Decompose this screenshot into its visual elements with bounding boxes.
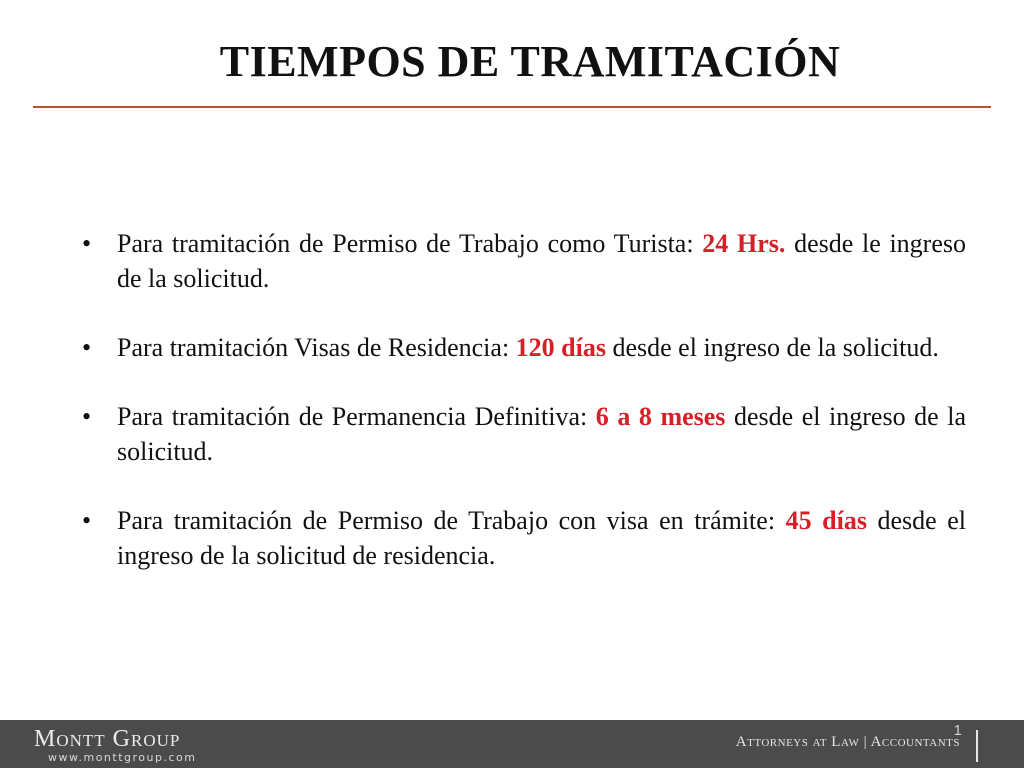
bullet-item [80,503,966,573]
bullet-text: desde el ingreso de la solicitud. [605,333,939,362]
title-underline [33,106,991,108]
bullet-icon: • [82,506,92,535]
bullet-text: Para tramitación Visas de Residencia: [117,333,516,362]
bullet-text: Para tramitación de Permiso de Trabajo como Turista: [117,229,703,258]
footer-tagline: Attorneys at Law | Accountants [735,734,960,750]
bullet-highlight: 45 días [785,506,867,535]
bullet-text: desde el ingreso de la solicitud. [117,402,966,466]
bullet-text: Para tramitación de Permiso de Trabajo con visa en trámite: [117,506,786,535]
bullet-item [80,330,966,365]
bullet-item [80,399,966,469]
bullet-list [80,226,966,607]
bullet-text: desde el ingreso de la solicitud de residencia. [117,506,966,570]
brand-logo: Montt Group [34,726,181,752]
footer-bar [0,720,1024,768]
website-url: www.monttgroup.com [48,751,197,764]
bullet-highlight: 6 a 8 meses [595,402,726,431]
footer-divider [976,730,978,762]
bullet-icon: • [82,333,92,362]
bullet-icon: • [82,229,92,258]
slide-title: TIEMPOS DE TRAMITACIÓN [219,37,841,86]
bullet-highlight: 24 Hrs. [702,229,786,258]
bullet-text: Para tramitación de Permanencia Definitiva: [117,402,596,431]
bullet-highlight: 120 días [515,333,606,362]
page-number: 1 [953,722,962,739]
bullet-item [80,226,966,296]
bullet-text: desde le ingreso de la solicitud. [117,229,966,293]
bullet-icon: • [82,402,92,431]
